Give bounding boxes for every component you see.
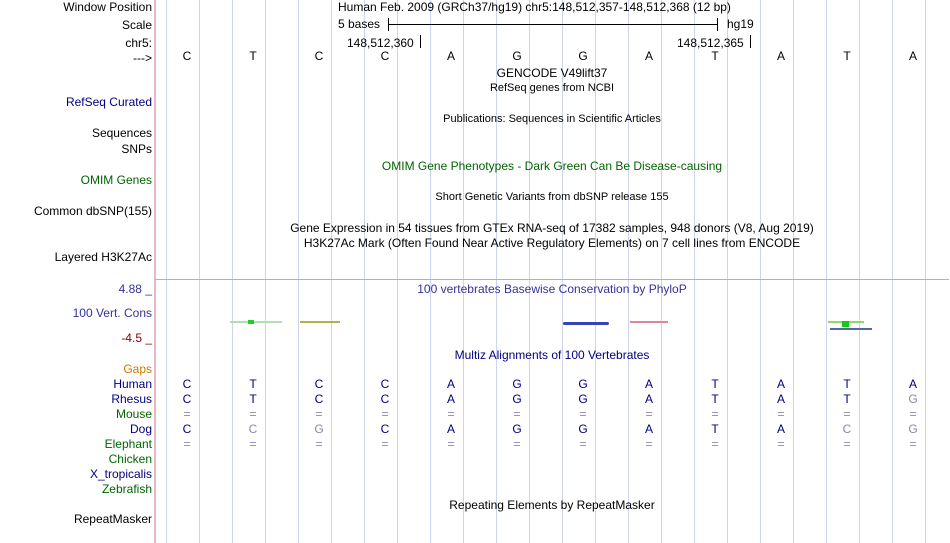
alignment-base: =: [513, 407, 521, 421]
reference-base: A: [644, 49, 653, 63]
species-label[interactable]: Rhesus: [111, 392, 152, 406]
reference-base: A: [776, 49, 785, 63]
cons-glyph-1: [230, 321, 282, 323]
species-label[interactable]: Human: [113, 377, 152, 391]
alignment-base: =: [843, 437, 851, 451]
h3k27ac-track-title[interactable]: H3K27Ac Mark (Often Found Near Active Regulatory Elements) on 7 cell lines from ENCODE: [303, 236, 801, 250]
alignment-base: =: [777, 437, 785, 451]
alignment-base: T: [711, 422, 719, 436]
alignment-base: =: [711, 407, 719, 421]
scale-label: Scale: [121, 18, 152, 32]
alignment-base: =: [645, 407, 653, 421]
alignment-base: A: [908, 377, 917, 391]
cons-glyph-1-peak: [248, 320, 254, 324]
snps-track-label[interactable]: SNPs: [121, 142, 152, 156]
alignment-base: G: [512, 392, 522, 406]
alignment-base: =: [315, 437, 323, 451]
reference-base: C: [182, 49, 192, 63]
alignment-base: =: [447, 437, 455, 451]
reference-base: T: [843, 49, 851, 63]
scale-bar: [388, 24, 718, 25]
cons-glyph-5-peak: [842, 321, 849, 327]
alignment-base: =: [579, 437, 587, 451]
alignment-base: C: [380, 422, 390, 436]
species-label[interactable]: Elephant: [104, 437, 152, 451]
alignment-base: T: [249, 377, 257, 391]
strand-label: --->: [133, 51, 152, 65]
scale-value: 5 bases: [338, 17, 381, 31]
gtex-track-title[interactable]: Gene Expression in 54 tissues from GTEx RNA-seq of 17382 samples, 948 donors (V8, Aug 2019): [290, 221, 814, 235]
conservation-track-title[interactable]: 100 vertebrates Basewise Conservation by PhyloP: [417, 282, 687, 296]
alignment-base: A: [776, 392, 785, 406]
cons-glyph-2: [300, 321, 340, 323]
reference-base: C: [314, 49, 324, 63]
coord-tick-2: [750, 35, 751, 48]
alignment-base: C: [380, 377, 390, 391]
alignment-base: G: [578, 422, 588, 436]
coord-label-1: 148,512,360: [347, 36, 414, 50]
alignment-base: =: [711, 437, 719, 451]
alignment-base: =: [249, 437, 257, 451]
repeatmasker-track-title[interactable]: Repeating Elements by RepeatMasker: [449, 498, 655, 512]
cons-max-label: 4.88 _: [118, 282, 152, 296]
alignment-base: =: [447, 407, 455, 421]
window-position-text: Human Feb. 2009 (GRCh37/hg19) chr5:148,512,357-148,512,368 (12 bp): [338, 0, 731, 14]
dbsnp-track-title[interactable]: Short Genetic Variants from dbSNP release 155: [435, 191, 669, 203]
alignment-base: G: [908, 392, 918, 406]
reference-base: A: [908, 49, 917, 63]
alignment-base: C: [314, 392, 324, 406]
alignment-base: C: [182, 377, 192, 391]
cons-glyph-5-low: [830, 328, 872, 330]
reference-base: A: [446, 49, 455, 63]
alignment-base: T: [843, 377, 851, 391]
alignment-base: T: [711, 392, 719, 406]
refseq-track-subtitle[interactable]: RefSeq genes from NCBI: [489, 82, 615, 94]
alignment-base: =: [183, 407, 191, 421]
species-label[interactable]: Zebrafish: [101, 482, 152, 496]
alignment-base: G: [512, 377, 522, 391]
alignment-base: C: [182, 422, 192, 436]
species-label[interactable]: X_tropicalis: [89, 467, 152, 481]
alignment-base: =: [579, 407, 587, 421]
publications-track-title[interactable]: Publications: Sequences in Scientific Articles: [443, 113, 661, 125]
cons-min-label: -4.5 _: [121, 331, 152, 345]
alignment-base: A: [776, 377, 785, 391]
alignment-base: A: [644, 422, 653, 436]
alignment-base: C: [314, 377, 324, 391]
coord-tick-1: [420, 35, 421, 48]
alignment-base: G: [908, 422, 918, 436]
multiz-track-title[interactable]: Multiz Alignments of 100 Vertebrates: [454, 348, 650, 362]
alignment-base: A: [446, 422, 455, 436]
omim-track-title[interactable]: OMIM Gene Phenotypes - Dark Green Can Be Disease-causing: [381, 159, 723, 173]
gencode-track-title[interactable]: GENCODE V49lift37: [496, 66, 608, 80]
cons-glyph-4: [630, 321, 668, 323]
alignment-base: =: [843, 407, 851, 421]
alignment-base: =: [183, 437, 191, 451]
alignment-base: =: [315, 407, 323, 421]
alignment-base: =: [645, 437, 653, 451]
conservation-track-label[interactable]: 100 Vert. Cons: [72, 306, 152, 320]
alignment-base: G: [314, 422, 324, 436]
alignment-base: =: [909, 437, 917, 451]
reference-base: G: [512, 49, 522, 63]
scale-bar-right-tick: [717, 18, 718, 31]
dbsnp-track-label[interactable]: Common dbSNP(155): [33, 204, 152, 218]
refseq-track-label[interactable]: RefSeq Curated: [65, 95, 152, 109]
alignment-base: =: [513, 437, 521, 451]
omim-track-label[interactable]: OMIM Genes: [80, 173, 152, 187]
alignment-base: A: [446, 377, 455, 391]
reference-base: T: [249, 49, 257, 63]
alignment-base: G: [512, 422, 522, 436]
coord-label-2: 148,512,365: [677, 36, 744, 50]
alignment-base: T: [843, 392, 851, 406]
alignment-base: A: [446, 392, 455, 406]
alignment-base: =: [909, 407, 917, 421]
alignment-base: A: [644, 392, 653, 406]
alignment-base: A: [776, 422, 785, 436]
alignment-base: C: [842, 422, 852, 436]
gaps-track-label[interactable]: Gaps: [123, 362, 152, 376]
reference-base: G: [578, 49, 588, 63]
reference-base: C: [380, 49, 390, 63]
sequences-track-label[interactable]: Sequences: [91, 126, 152, 140]
alignment-base: C: [182, 392, 192, 406]
alignment-base: G: [578, 392, 588, 406]
window-position-label: Window Position: [63, 0, 152, 14]
species-label[interactable]: Dog: [129, 422, 152, 436]
alignment-base: =: [777, 407, 785, 421]
h3k27ac-track-label[interactable]: Layered H3K27Ac: [54, 250, 152, 264]
repeatmasker-track-label[interactable]: RepeatMasker: [73, 512, 152, 526]
scale-bar-left-tick: [388, 18, 389, 31]
alignment-base: =: [381, 437, 389, 451]
alignment-base: G: [578, 377, 588, 391]
cons-glyph-3: [563, 322, 609, 325]
alignment-base: T: [711, 377, 719, 391]
scale-db: hg19: [727, 17, 754, 31]
alignment-base: =: [381, 407, 389, 421]
alignment-base: C: [380, 392, 390, 406]
alignment-base: C: [248, 422, 258, 436]
conservation-zero-line: [155, 279, 949, 280]
species-label[interactable]: Chicken: [108, 452, 152, 466]
species-label[interactable]: Mouse: [115, 407, 152, 421]
alignment-base: A: [644, 377, 653, 391]
reference-base: T: [711, 49, 719, 63]
alignment-base: T: [249, 392, 257, 406]
alignment-base: =: [249, 407, 257, 421]
chrom-label: chr5:: [125, 36, 152, 50]
